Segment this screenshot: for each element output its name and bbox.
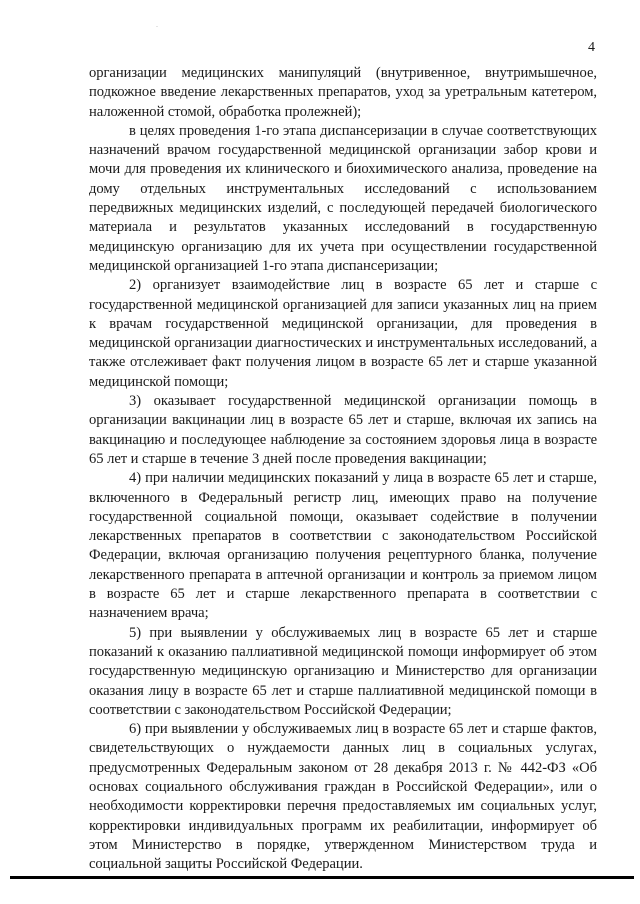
page-bottom-rule — [10, 876, 634, 879]
paragraph-item-2: 2) организует взаимодействие лиц в возрасте 65 лет и старше с государственной медицинской организацией для записи указанных лиц на прием к врачам государственной медицинской организации, для проведения в медицинской организации диагностических и инструментальных исследований, а также отслеживает факт получения лицом в возрасте 65 лет и старше указанной медицинской помощи; — [89, 277, 597, 390]
page-number: 4 — [588, 40, 595, 55]
paragraph-item-3: 3) оказывает государственной медицинской организации помощь в организации вакцинации лиц в возрасте 65 лет и старше, включая их запись на вакцинацию и последующее наблюдение за состоянием здоровья лица в возрасте 65 лет и старше в течение 3 дней после проведения вакцинации; — [89, 393, 597, 467]
paragraph-item-6: 6) при выявлении у обслуживаемых лиц в возрасте 65 лет и старше фактов, свидетельствующих о нуждаемости данных лиц в социальных услугах, предусмотренных Федеральным законом от 28 декабря 2013 г. № 442-ФЗ «Об основах социального обслуживания граждан в Российской Федерации», или о необходимости корректировки перечня предоставляемых им социальных услуг, корректировки индивидуальных программ их реабилитации, информирует об этом Министерство в порядке, утвержденном Министерством труда и социальной защиты Российской Федерации. — [89, 721, 597, 873]
paragraph-item-5: 5) при выявлении у обслуживаемых лиц в возрасте 65 лет и старше показаний к оказанию паллиативной медицинской помощи информирует об этом государственную медицинскую организацию и Министерство для организации оказания лицу в возрасте 65 лет и старше паллиативной медицинской помощи в соответствии с законодательством Российской Федерации; — [89, 624, 597, 718]
scan-speck: . — [156, 20, 158, 29]
paragraph-dispensarization: в целях проведения 1-го этапа диспансеризации в случае соответствующих назначений врачом государственной медицинской организации забор крови и мочи для проведения их клинического и биохимического анализа, проведение на дому отдельных инструментальных исследований с использованием передвижных медицинских изделий, с последующей передачей биологического материала и результатов указанных исследований в государственную медицинскую организацию для их учета при осуществлении государственной медицинской организацией 1-го этапа диспансеризации; — [89, 122, 597, 274]
paragraph-continuation: организации медицинских манипуляций (внутривенное, внутримышечное, подкожное введение лекарственных препаратов, уход за уретральным катетером, наложенной стомой, обработка пролежней); — [89, 65, 597, 120]
paragraph-item-4: 4) при наличии медицинских показаний у лица в возрасте 65 лет и старше, включенного в Федеральный регистр лиц, имеющих право на получение государственной социальной помощи, оказывает содействие в получении лекарственных препаратов в соответствии с законодательством Российской Федерации, включая организацию получения рецептурного бланка, получение лекарственного препарата в аптечной организации и контроль за приемом лицом в возрасте 65 лет и старше лекарственного препарата в соответствии с назначением врача; — [89, 470, 597, 622]
document-body — [89, 64, 597, 874]
